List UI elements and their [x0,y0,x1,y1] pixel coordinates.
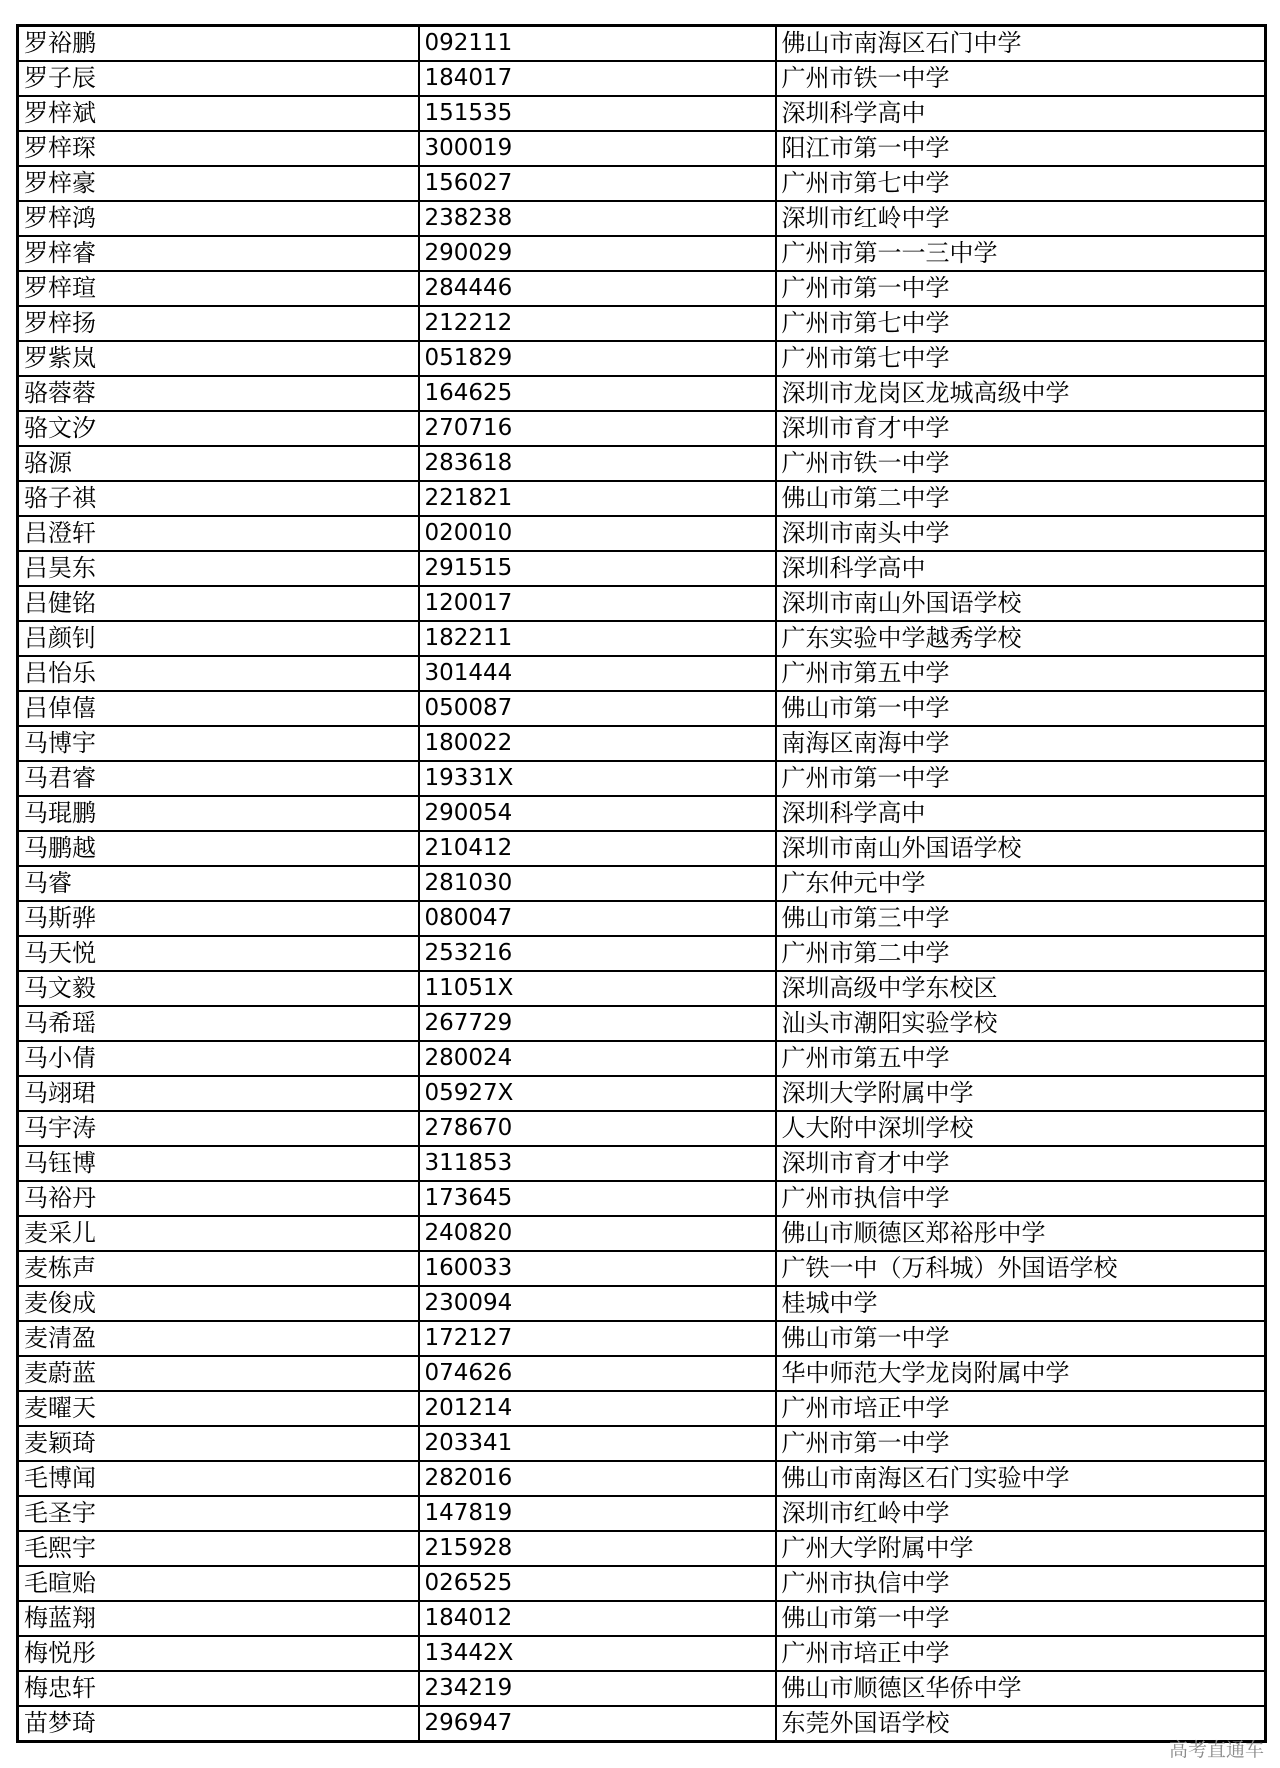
student-id-cell: 270716 [419,411,776,446]
student-name-cell: 罗梓睿 [18,236,419,271]
student-name-cell: 毛圣宇 [18,1496,419,1531]
school-name-cell: 深圳科学高中 [776,96,1266,131]
student-name-cell: 罗梓豪 [18,166,419,201]
school-name-cell: 阳江市第一中学 [776,131,1266,166]
student-id-cell: 210412 [419,831,776,866]
student-id-cell: 301444 [419,656,776,691]
school-name-cell: 佛山市南海区石门实验中学 [776,1461,1266,1496]
student-id-cell: 296947 [419,1706,776,1742]
student-id-cell: 164625 [419,376,776,411]
school-name-cell: 广州市第五中学 [776,1041,1266,1076]
student-name-cell: 梅悦彤 [18,1636,419,1671]
student-name-cell: 吕澄轩 [18,516,419,551]
table-row [18,1041,1266,1076]
school-name-cell: 华中师范大学龙岗附属中学 [776,1356,1266,1391]
student-id-cell: 156027 [419,166,776,201]
student-name-cell: 骆文汐 [18,411,419,446]
school-name-cell: 广州市铁一中学 [776,61,1266,96]
student-id-cell: 160033 [419,1251,776,1286]
table-row [18,1216,1266,1251]
school-name-cell: 广州市培正中学 [776,1636,1266,1671]
table-row [18,796,1266,831]
table-row [18,1496,1266,1531]
school-name-cell: 深圳市红岭中学 [776,1496,1266,1531]
student-name-cell: 马翊珺 [18,1076,419,1111]
table-row [18,131,1266,166]
school-name-cell: 广州市第七中学 [776,306,1266,341]
student-id-cell: 238238 [419,201,776,236]
student-id-cell: 180022 [419,726,776,761]
table-row [18,341,1266,376]
table-row [18,1531,1266,1566]
school-name-cell: 广东实验中学越秀学校 [776,621,1266,656]
student-id-cell: 253216 [419,936,776,971]
table-row [18,376,1266,411]
school-name-cell: 广州市培正中学 [776,1391,1266,1426]
school-name-cell: 深圳科学高中 [776,796,1266,831]
student-id-cell: 281030 [419,866,776,901]
student-id-cell: 290054 [419,796,776,831]
student-id-cell: 05927X [419,1076,776,1111]
table-row [18,201,1266,236]
student-id-cell: 13442X [419,1636,776,1671]
school-name-cell: 南海区南海中学 [776,726,1266,761]
school-name-cell: 深圳市南头中学 [776,516,1266,551]
school-name-cell: 广州市第七中学 [776,341,1266,376]
school-name-cell: 广州市执信中学 [776,1181,1266,1216]
student-name-cell: 麦曜天 [18,1391,419,1426]
student-name-cell: 吕颜钊 [18,621,419,656]
student-name-cell: 麦蔚蓝 [18,1356,419,1391]
table-row [18,936,1266,971]
student-id-cell: 280024 [419,1041,776,1076]
table-row [18,621,1266,656]
student-name-cell: 马小倩 [18,1041,419,1076]
student-name-cell: 梅忠轩 [18,1671,419,1706]
student-name-cell: 梅蓝翔 [18,1601,419,1636]
school-name-cell: 深圳市南山外国语学校 [776,831,1266,866]
student-id-cell: 291515 [419,551,776,586]
table-row [18,551,1266,586]
school-name-cell: 广州市第二中学 [776,936,1266,971]
table-row [18,1286,1266,1321]
watermark: 高考直通车 [1168,1739,1264,1761]
student-id-cell: 221821 [419,481,776,516]
table-row [18,901,1266,936]
student-name-cell: 马斯骅 [18,901,419,936]
school-name-cell: 人大附中深圳学校 [776,1111,1266,1146]
student-id-cell: 182211 [419,621,776,656]
table-row [18,1146,1266,1181]
student-id-cell: 300019 [419,131,776,166]
student-name-cell: 毛博闻 [18,1461,419,1496]
table-row [18,586,1266,621]
school-name-cell: 广州市第一中学 [776,1426,1266,1461]
student-name-cell: 骆源 [18,446,419,481]
student-name-cell: 马天悦 [18,936,419,971]
student-name-cell: 马睿 [18,866,419,901]
student-name-cell: 骆子祺 [18,481,419,516]
table-row [18,1076,1266,1111]
student-name-cell: 毛暄贻 [18,1566,419,1601]
student-id-cell: 203341 [419,1426,776,1461]
school-name-cell: 广州市第五中学 [776,656,1266,691]
student-id-cell: 267729 [419,1006,776,1041]
student-id-cell: 120017 [419,586,776,621]
student-id-cell: 290029 [419,236,776,271]
table-row [18,726,1266,761]
student-name-cell: 罗子辰 [18,61,419,96]
student-name-cell: 吕倬僖 [18,691,419,726]
student-id-cell: 283618 [419,446,776,481]
student-id-cell: 020010 [419,516,776,551]
student-id-cell: 050087 [419,691,776,726]
school-name-cell: 桂城中学 [776,1286,1266,1321]
student-id-cell: 184017 [419,61,776,96]
table-row [18,1321,1266,1356]
student-name-cell: 马博宇 [18,726,419,761]
student-id-cell: 230094 [419,1286,776,1321]
school-name-cell: 广州市执信中学 [776,1566,1266,1601]
student-name-cell: 罗裕鹏 [18,26,419,62]
school-name-cell: 广东仲元中学 [776,866,1266,901]
student-id-cell: 080047 [419,901,776,936]
student-id-cell: 026525 [419,1566,776,1601]
student-name-cell: 马希瑶 [18,1006,419,1041]
table-row [18,96,1266,131]
school-name-cell: 深圳市南山外国语学校 [776,586,1266,621]
student-id-cell: 074626 [419,1356,776,1391]
student-id-cell: 184012 [419,1601,776,1636]
student-id-cell: 19331X [419,761,776,796]
table-row [18,1111,1266,1146]
student-name-cell: 罗梓瑄 [18,271,419,306]
student-name-cell: 罗梓斌 [18,96,419,131]
school-name-cell: 深圳高级中学东校区 [776,971,1266,1006]
student-id-cell: 234219 [419,1671,776,1706]
school-name-cell: 广州市第一中学 [776,271,1266,306]
table-row [18,516,1266,551]
table-row [18,271,1266,306]
student-name-cell: 麦栋声 [18,1251,419,1286]
school-name-cell: 广州市第一一三中学 [776,236,1266,271]
student-id-cell: 215928 [419,1531,776,1566]
table-row [18,656,1266,691]
roster-body [18,26,1266,1742]
student-name-cell: 麦采儿 [18,1216,419,1251]
student-name-cell: 罗紫岚 [18,341,419,376]
student-id-cell: 092111 [419,26,776,62]
student-name-cell: 马鹏越 [18,831,419,866]
student-name-cell: 马文毅 [18,971,419,1006]
table-row [18,1181,1266,1216]
student-id-cell: 278670 [419,1111,776,1146]
table-row [18,1006,1266,1041]
table-row [18,306,1266,341]
table-row [18,1566,1266,1601]
table-row [18,1706,1266,1742]
student-id-cell: 282016 [419,1461,776,1496]
student-name-cell: 吕昊东 [18,551,419,586]
table-row [18,761,1266,796]
student-name-cell: 罗梓扬 [18,306,419,341]
table-row [18,831,1266,866]
school-name-cell: 深圳市龙岗区龙城高级中学 [776,376,1266,411]
school-name-cell: 佛山市顺德区华侨中学 [776,1671,1266,1706]
student-name-cell: 马琨鹏 [18,796,419,831]
student-name-cell: 马君睿 [18,761,419,796]
school-name-cell: 佛山市第一中学 [776,1321,1266,1356]
student-name-cell: 麦清盈 [18,1321,419,1356]
school-name-cell: 广州市第一中学 [776,761,1266,796]
table-row [18,446,1266,481]
student-name-cell: 毛熙宇 [18,1531,419,1566]
school-name-cell: 佛山市第三中学 [776,901,1266,936]
school-name-cell: 汕头市潮阳实验学校 [776,1006,1266,1041]
school-name-cell: 深圳大学附属中学 [776,1076,1266,1111]
table-row [18,1391,1266,1426]
student-id-cell: 172127 [419,1321,776,1356]
student-name-cell: 麦俊成 [18,1286,419,1321]
student-name-cell: 麦颖琦 [18,1426,419,1461]
table-row [18,1636,1266,1671]
student-name-cell: 罗梓琛 [18,131,419,166]
table-row [18,236,1266,271]
table-row [18,481,1266,516]
student-name-cell: 马钰博 [18,1146,419,1181]
student-name-cell: 马宇涛 [18,1111,419,1146]
student-id-cell: 173645 [419,1181,776,1216]
student-name-cell: 马裕丹 [18,1181,419,1216]
student-id-cell: 311853 [419,1146,776,1181]
school-name-cell: 佛山市顺德区郑裕彤中学 [776,1216,1266,1251]
student-name-cell: 罗梓鸿 [18,201,419,236]
student-id-cell: 151535 [419,96,776,131]
student-name-cell: 骆蓉蓉 [18,376,419,411]
student-name-cell: 吕怡乐 [18,656,419,691]
table-row [18,1461,1266,1496]
student-id-cell: 201214 [419,1391,776,1426]
school-name-cell: 东莞外国语学校 [776,1706,1266,1742]
school-name-cell: 佛山市第一中学 [776,1601,1266,1636]
table-row [18,1601,1266,1636]
school-name-cell: 佛山市第二中学 [776,481,1266,516]
school-name-cell: 深圳市红岭中学 [776,201,1266,236]
student-name-cell: 苗梦琦 [18,1706,419,1742]
roster-table [16,24,1267,1743]
school-name-cell: 佛山市第一中学 [776,691,1266,726]
table-row [18,1426,1266,1461]
table-row [18,61,1266,96]
table-row [18,1671,1266,1706]
school-name-cell: 深圳市育才中学 [776,1146,1266,1181]
student-id-cell: 051829 [419,341,776,376]
table-row [18,971,1266,1006]
school-name-cell: 广铁一中（万科城）外国语学校 [776,1251,1266,1286]
table-row [18,866,1266,901]
school-name-cell: 深圳市育才中学 [776,411,1266,446]
table-row [18,166,1266,201]
table-row [18,26,1266,62]
school-name-cell: 广州市铁一中学 [776,446,1266,481]
student-id-cell: 11051X [419,971,776,1006]
table-row [18,1356,1266,1391]
student-id-cell: 212212 [419,306,776,341]
table-row [18,411,1266,446]
student-name-cell: 吕健铭 [18,586,419,621]
school-name-cell: 广州市第七中学 [776,166,1266,201]
table-row [18,1251,1266,1286]
school-name-cell: 佛山市南海区石门中学 [776,26,1266,62]
table-row [18,691,1266,726]
school-name-cell: 广州大学附属中学 [776,1531,1266,1566]
student-id-cell: 284446 [419,271,776,306]
school-name-cell: 深圳科学高中 [776,551,1266,586]
student-id-cell: 147819 [419,1496,776,1531]
student-id-cell: 240820 [419,1216,776,1251]
